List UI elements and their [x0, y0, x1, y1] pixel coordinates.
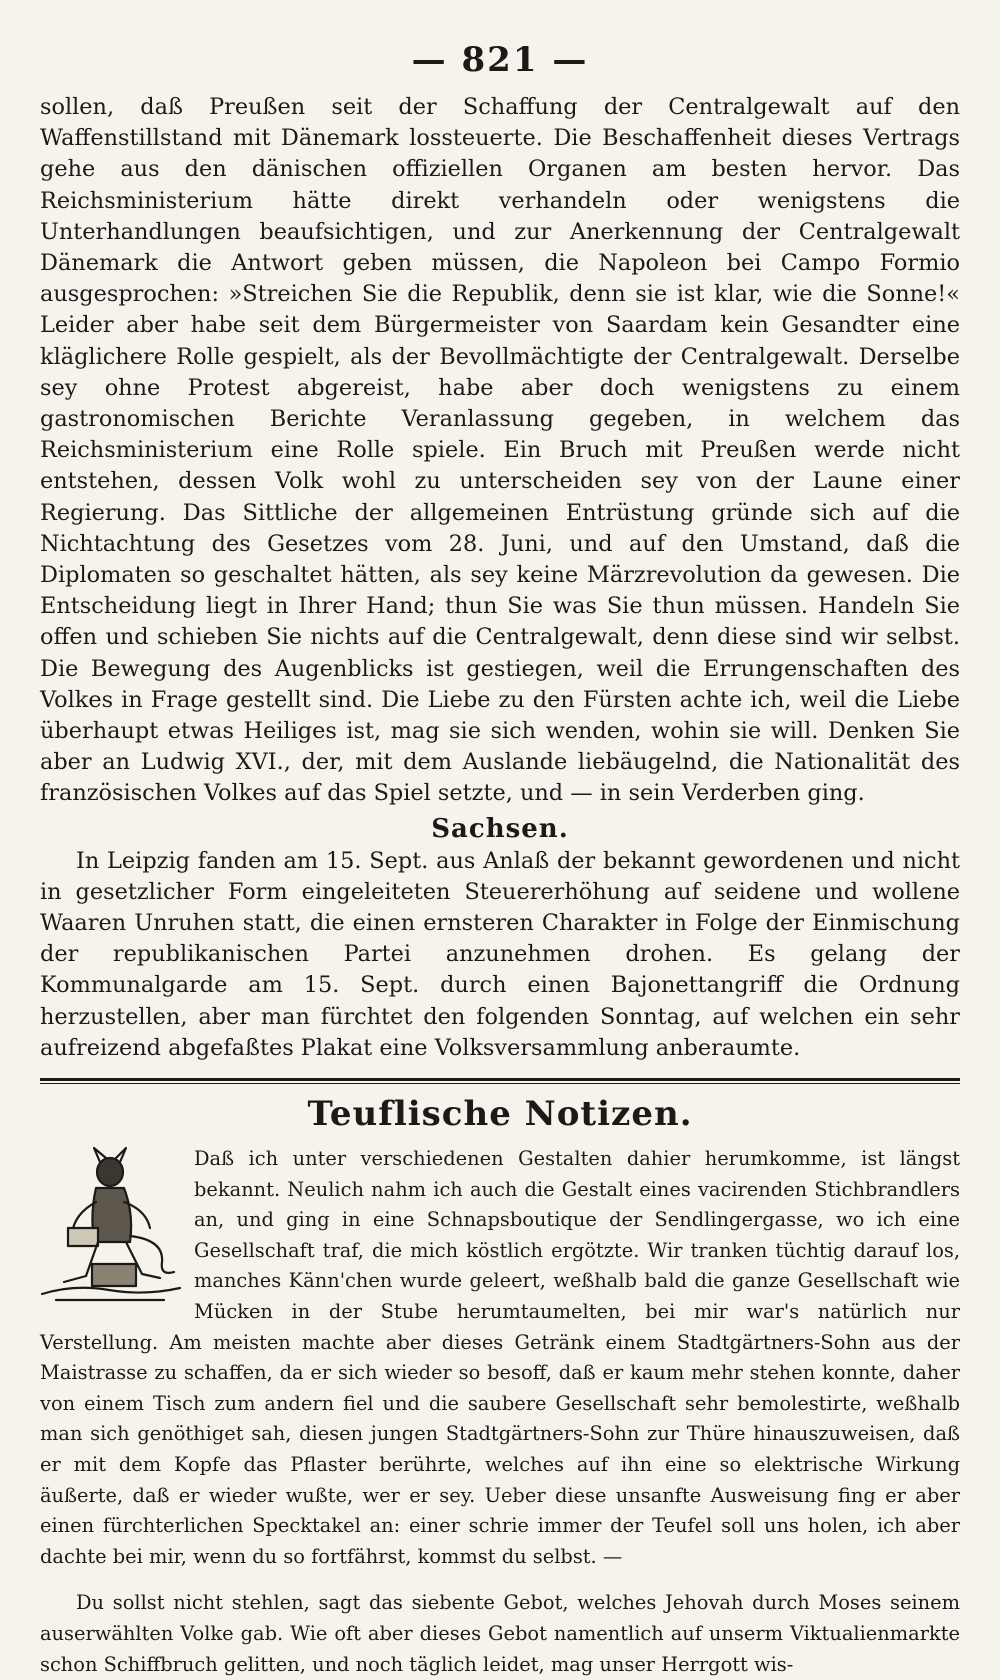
devil-illustration-icon: [34, 1144, 184, 1304]
section-heading-sachsen: Sachsen.: [431, 813, 569, 844]
sachsen-paragraph: In Leipzig fanden am 15. Sept. aus Anlaß der bekannt gewordenen und nicht in gesetzlicher Form eingeleiteten Steuererhöhung auf seidene und wollene Waaren Unruhen statt, die einen ernsteren Charakter in Folge der Einmischung der republikanischen Partei anzunehmen drohen. Es gelang der Kommunalgarde am 15. Sept. durch einen Bajonettangriff die Ordnung herzustellen, aber man fürchtet den folgenden Sonntag, auf welchen ein sehr aufreizend abgefaßtes Plakat eine Volksversammlung anberaumte.: [40, 847, 960, 1061]
article-title: Teuflische Notizen.: [307, 1094, 693, 1135]
section-divider: [40, 1078, 960, 1084]
page-number: — 821 —: [411, 40, 589, 80]
notizen-paragraph-2: Du sollst nicht stehlen, sagt das siebente Gebot, welches Jehovah durch Moses seinem auserwählten Volke gab. Wie oft aber dieses Gebot namentlich auf unserm Viktualienmarkte schon Schiffbruch gelitten, und noch täglich leidet, mag unser Herrgott wis-: [40, 1591, 960, 1676]
speech-paragraph: sollen, daß Preußen seit der Schaffung der Centralgewalt auf den Waffenstillstand mit Dänemark lossteuerte. Die Beschaffenheit dieses Vertrags gehe aus den dänischen offiziellen Organen am besten hervor. Das Reichsministerium hätte direkt verhandeln oder wenigstens die Unterhandlungen beaufsichtigen, und zur Anerkennung der Centralgewalt Dänemark die Antwort geben müssen, die Napoleon bei Campo Formio ausgesprochen: »Streichen Sie die Republik, denn sie ist klar, wie die Sonne!« Leider aber habe seit dem Bürgermeister von Saardam kein Gesandter eine kläglichere Rolle gespielt, als der Bevollmächtigte der Centralgewalt. Derselbe sey ohne Protest abgereist, habe aber doch wenigstens zu einem gastronomischen Berichte Veranlassung gegeben, in welchem das Reichsministerium eine Rolle spiele. Ein Bruch mit Preußen werde nicht entstehen, dessen Volk wohl zu unterscheiden sey von der Laune einer Regierung. Das Sittliche der allgemeinen Entrüstung gründe sich auf die Nichtachtung des Gesetzes vom 28. Juni, und auf den Umstand, daß die Diplomaten so geschaltet hätten, als sey keine Märzrevolution da gewesen. Die Entscheidung liegt in Ihrer Hand; thun Sie was Sie thun müssen. Handeln Sie offen und schieben Sie nichts auf die Centralgewalt, denn diese sind wir selbst. Die Bewegung des Augenblicks ist gestiegen, weil die Errungenschaften des Volkes in Frage gestellt sind. Die Liebe zu den Fürsten achte ich, weil die Liebe überhaupt etwas Heiliges ist, mag sie sich wenden, wohin sie will. Denken Sie aber an Ludwig XVI., der, mit dem Auslande liebäugelnd, die Nationalität des französischen Volkes auf das Spiel setzte, und — in sein Verderben ging.: [40, 94, 960, 807]
notizen-paragraph-1: Daß ich unter verschiedenen Gestalten dahier herumkomme, ist längst bekannt. Neulich nahm ich auch die Gestalt eines vacirenden Stichbrandlers an, und ging in eine Schnapsboutique der Sendlingergasse, wo ich eine Gesellschaft traf, die mich köstlich ergötzte. Wir tranken tüchtig darauf los, manches Känn'chen wurde geleert, weßhalb bald die ganze Gesellschaft wie Mücken in der Stube herumtaumelten, bei mir war's natürlich nur Verstellung. Am meisten machte aber dieses Getränk einem Stadtgärtners-Sohn aus der Maistrasse zu schaffen, da er sich wieder so besoff, daß er kaum mehr stehen konnte, daher von einem Tisch zum andern fiel und die saubere Gesellschaft sehr bemolestirte, weßhalb man sich genöthiget sah, diesen jungen Stadtgärtners-Sohn zur Thüre hinauszuweisen, daß er mit dem Kopfe das Pflaster berührte, welches auf ihn eine so elektrische Wirkung äußerte, daß er wieder wußte, wer er sey. Ueber diese unsanfte Ausweisung fing er aber einen fürchterlichen Specktakel an: einer schrie immer der Teufel soll uns holen, ich aber dachte bei mir, wenn du so fortfährst, kommst du selbst. —: [40, 1147, 960, 1568]
paragraph-gap: [40, 1572, 960, 1588]
devil-illustration: [34, 1144, 184, 1304]
